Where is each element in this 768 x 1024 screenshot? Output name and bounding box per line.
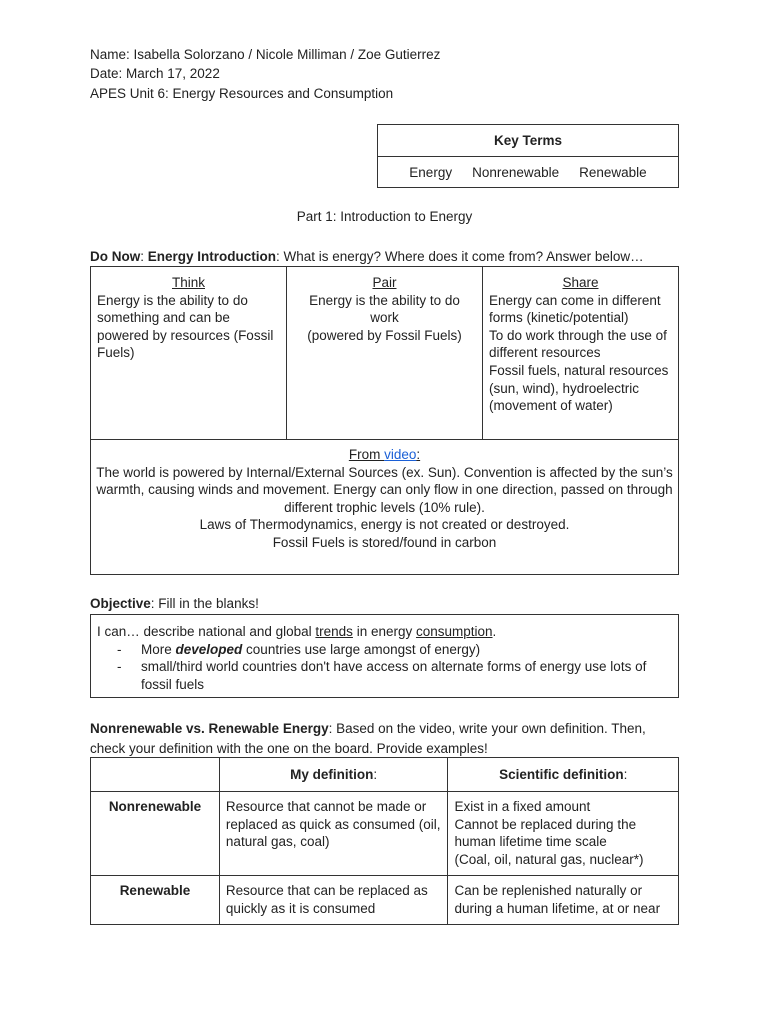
video-link[interactable]: video	[384, 447, 417, 462]
blank-consumption: consumption	[415, 624, 493, 639]
can-prefix: I can… describe national and global	[97, 624, 316, 639]
nvr-text: : Based on the video, write your own definition. Then, check your definition with the one on the board. Provide examples!	[90, 721, 646, 756]
bullet-dash: -	[117, 659, 122, 675]
share-text-1: Energy can come in different forms (kinetic/potential)	[489, 292, 661, 326]
nonrenewable-label: Nonrenewable	[91, 792, 220, 876]
renewable-my-definition[interactable]: Resource that can be replaced as quickly as it is consumed	[219, 876, 448, 925]
nonrenewable-my-definition[interactable]: Resource that cannot be made or replaced as quick as consumed (oil, natural gas, coal)	[219, 792, 448, 876]
student-names: Name: Isabella Solorzano / Nicole Milliman / Zoe Gutierrez	[90, 47, 441, 62]
objective-line	[90, 594, 259, 613]
table-row	[91, 792, 679, 876]
key-terms-title: Key Terms	[378, 125, 678, 157]
objective-bullet-1	[97, 641, 672, 659]
pair-text-1: Energy is the ability to do work	[309, 292, 460, 326]
scientific-definition-header	[448, 758, 679, 792]
empty-header-cell	[91, 758, 220, 792]
bullet1-post: countries use large amongst of energy)	[242, 641, 481, 657]
pair-header: Pair	[372, 275, 397, 290]
key-term-energy: Energy	[409, 165, 453, 180]
pair-text-2: (powered by Fossil Fuels)	[307, 327, 462, 343]
share-cell[interactable]	[483, 267, 678, 439]
date-line: Date: March 17, 2022	[90, 66, 220, 81]
bullet1-pre: More	[141, 641, 176, 657]
share-header: Share	[562, 275, 599, 290]
renewable-scientific-definition[interactable]	[448, 876, 679, 925]
definition-header-row	[91, 758, 679, 792]
definition-table	[90, 757, 679, 925]
can-end: .	[492, 624, 497, 639]
unit-title: APES Unit 6: Energy Resources and Consumption	[90, 86, 394, 101]
do-now-prompt: : What is energy? Where does it come from? Answer below…	[276, 249, 644, 264]
do-now-line	[90, 247, 690, 266]
key-terms-list	[378, 157, 678, 188]
think-text: Energy is the ability to do something and can be powered by resources (Fossil Fuels)	[97, 292, 274, 361]
nonrenewable-sci-2: Cannot be replaced during the human lifetime time scale	[454, 816, 637, 850]
nonrenewable-scientific-definition[interactable]	[448, 792, 679, 876]
video-notes-2: Laws of Thermodynamics, energy is not created or destroyed.	[199, 517, 570, 533]
table-row	[91, 876, 679, 925]
blank-trends: trends	[315, 624, 353, 639]
bullet1-bold: developed	[175, 641, 243, 657]
my-def-header-text: My definition	[290, 766, 374, 782]
key-terms-box	[377, 124, 679, 188]
key-term-renewable: Renewable	[579, 165, 647, 180]
nonrenewable-sci-1: Exist in a fixed amount	[454, 799, 591, 814]
bullet2-text: small/third world countries don't have access on alternate forms of energy use lots of fossil fuels	[141, 659, 647, 692]
objective-statement	[97, 623, 672, 641]
bullet-dash: -	[117, 641, 122, 657]
colon: :	[623, 766, 628, 782]
part1-title: Part 1: Introduction to Energy	[296, 209, 473, 224]
renewable-sci-1: Can be replenished naturally or during a human lifetime, at or near	[454, 883, 661, 916]
share-text-2: To do work through the use of different resources	[489, 327, 667, 361]
objective-bullet-2	[97, 658, 672, 693]
do-now-label: Do Now	[90, 249, 141, 264]
sci-def-header-text: Scientific definition	[499, 766, 624, 782]
video-notes-3: Fossil Fuels is stored/found in carbon	[272, 534, 497, 550]
video-prefix: From	[348, 447, 385, 462]
objective-box[interactable]	[90, 614, 679, 698]
video-notes-1: The world is powered by Internal/External Sources (ex. Sun). Convention is affected by the sun’s warmth, causing winds and movement. Energy can only flow in one direction, passed on through different trophic levels (10% rule).	[96, 464, 673, 515]
can-mid: in energy	[352, 624, 416, 639]
my-definition-header	[219, 758, 448, 792]
do-now-topic: Energy Introduction	[147, 249, 277, 264]
share-text-3: Fossil fuels, natural resources (sun, wind), hydroelectric (movement of water)	[489, 362, 669, 414]
nonrenewable-sci-3: (Coal, oil, natural gas, nuclear*)	[454, 851, 644, 867]
pair-cell[interactable]	[287, 267, 483, 439]
think-cell[interactable]	[91, 267, 287, 439]
nvr-label: Nonrenewable vs. Renewable Energy	[90, 721, 329, 736]
do-now-sep: :	[140, 249, 148, 264]
objective-instruction: : Fill in the blanks!	[150, 596, 259, 611]
key-term-nonrenewable: Nonrenewable	[472, 165, 560, 180]
colon: :	[373, 766, 378, 782]
video-heading	[91, 446, 678, 464]
think-pair-share-table	[90, 266, 679, 575]
renewable-label: Renewable	[91, 876, 220, 925]
video-notes-cell[interactable]	[91, 440, 678, 552]
nvr-instructions	[90, 719, 680, 758]
objective-label: Objective	[90, 596, 151, 611]
video-suffix: :	[416, 447, 421, 462]
think-header: Think	[171, 275, 205, 290]
